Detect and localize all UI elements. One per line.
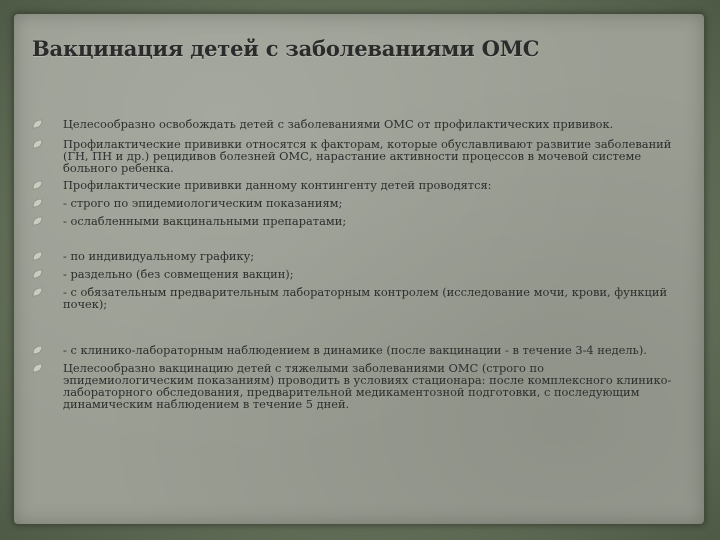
leaf-bullet-icon [32, 198, 43, 208]
list-item [32, 250, 672, 262]
list-item [32, 197, 672, 209]
list-item [32, 118, 672, 130]
list-item [32, 286, 672, 310]
leaf-bullet-icon [32, 363, 43, 373]
list-item-text: - с клинико-лабораторным наблюдением в динамике (после вакцинации - в течение 3-4 недель). [63, 343, 647, 357]
list-item [32, 179, 672, 191]
leaf-bullet-icon [32, 216, 43, 226]
list-item-text: Целесообразно вакцинацию детей с тяжелыми заболеваниями ОМС (строго по эпидемиологическим показаниям) проводить в условиях стационара: после комплексного клинико-лабораторного обследования, предварительной медикаментозной подготовки, с последующим динамическим наблюдением в течение 5 дней. [63, 361, 672, 411]
list-item-text: - с обязательным предварительным лабораторным контролем (исследование мочи, крови, функций почек); [63, 285, 668, 311]
slide-title: Вакцинация детей с заболеваниями ОМС [32, 36, 540, 61]
list-item-text: - ослабленными вакцинальными препаратами; [63, 214, 347, 228]
leaf-bullet-icon [32, 180, 43, 190]
list-item [32, 138, 672, 174]
list-item-text: - раздельно (без совмещения вакцин); [63, 267, 294, 281]
list-item-text: Профилактические прививки данному контингенту детей проводятся: [63, 178, 492, 192]
leaf-bullet-icon [32, 269, 43, 279]
leaf-bullet-icon [32, 287, 43, 297]
leaf-bullet-icon [32, 345, 43, 355]
list-item-text: Профилактические прививки относятся к факторам, которые обуславливают развитие заболеваний (ГН, ПН и др.) рецидивов болезней ОМС, нарастание активности процессов в мочевой системе больного ребенка. [63, 137, 672, 175]
list-item [32, 268, 672, 280]
list-item [32, 344, 672, 356]
bullet-list [32, 118, 672, 410]
list-item-text: - по индивидуальному графику; [63, 249, 255, 263]
list-item [32, 215, 672, 227]
list-item [32, 362, 672, 410]
leaf-bullet-icon [32, 251, 43, 261]
list-item-text: - строго по эпидемиологическим показаниям; [63, 196, 343, 210]
leaf-bullet-icon [32, 119, 43, 129]
leaf-bullet-icon [32, 139, 43, 149]
list-item-text: Целесообразно освобождать детей с заболеваниями ОМС от профилактических прививок. [63, 117, 614, 131]
